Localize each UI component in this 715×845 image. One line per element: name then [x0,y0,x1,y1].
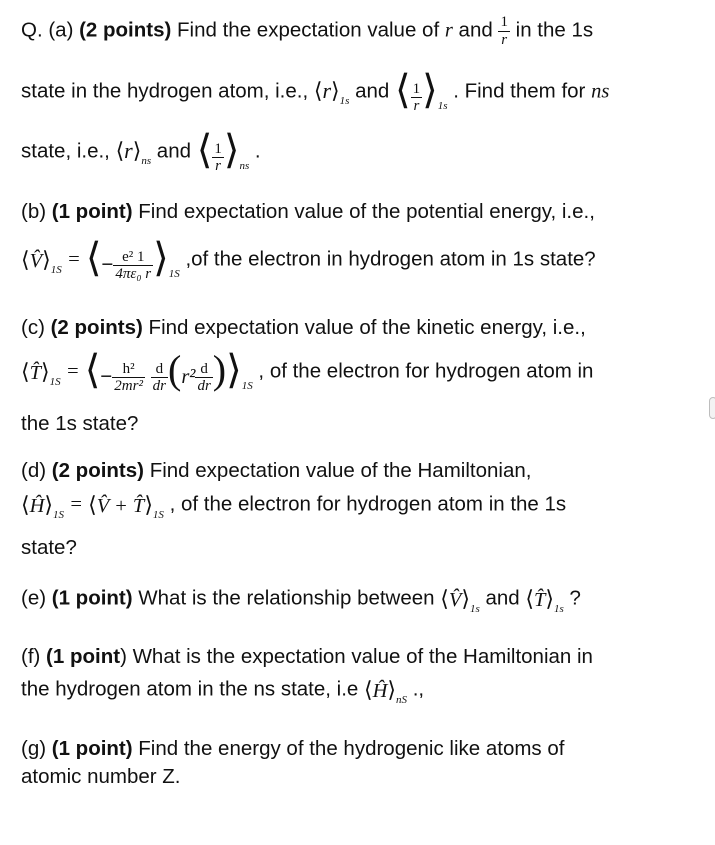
q-f-points: (1 point [46,645,121,668]
frac-num: h² [112,361,145,379]
sub-1s: 1s [469,603,480,615]
question-f-line2 [21,677,425,706]
q-d-lead: (d) [21,459,52,482]
r-symbol: r [444,19,453,42]
q-f-text: ) What is the expectation value of the Hamiltonian in [120,645,593,668]
q-a-points: (2 points) [79,18,172,42]
frac-den: r [413,98,420,115]
equals: = [64,493,89,516]
question-d-line3 [21,536,77,560]
frac-num: 1 [500,14,508,30]
expect-t-1s-e: $⟨T̂⟩_{1s}$ [525,586,564,615]
r-symbol: r [322,77,332,103]
frac-num: e² 1 [113,249,153,267]
q-f-lead: (f) [21,645,47,668]
d-num: d [151,361,168,379]
sub-1s: 1S [50,264,62,277]
question-d-line1 [21,459,531,483]
sub-1s: 1s [437,100,448,112]
q-a-line2-tail: . Find them for [447,79,592,103]
expect-v-1s-e: $⟨V̂⟩_{1s}$ [440,586,480,615]
q-c-lead: (c) [21,316,51,339]
frac-num: 1 [214,140,222,157]
q-b-tail: ,of the electron in hydrogen atom in 1s state? [179,247,596,271]
q-b-points: (1 point) [51,200,133,223]
expect-v-1s: $⟨V̂⟩_{1S}$ [21,247,62,277]
frac-den: 2mr² [114,378,143,395]
frac-den: r [215,158,221,175]
q-c-points: (2 points) [50,316,143,339]
question-a-line3 [21,127,261,175]
question-b-line1 [21,200,595,224]
q-c-tail: , of the electron for hydrogen atom in [252,359,594,383]
potential-expression: ⟨− $\frac{\text{e² 1}}{\text{4πε₀ r}}$ $⟩_{1S}$ [85,235,180,283]
q-a-text: Find the expectation value of [171,18,445,42]
sub-1s: 1S [49,376,61,389]
q-a-lead: Q. (a) [21,18,80,42]
q-d-points: (2 points) [51,459,144,482]
ns-symbol: ns [591,80,610,103]
q-f-tail: ., [407,677,425,701]
expect-r-1s: $⟨r⟩_{1s}$ [313,77,350,107]
sub-ns: nS [396,694,408,706]
q-e-points: (1 point) [51,586,133,610]
q-e-text: What is the relationship between [132,586,441,610]
expect-v-plus-t: ⟨V̂ + $T̂⟩_{1S}$ [88,492,164,521]
q-a-and2: and [349,79,396,103]
expect-inv-r-ns: ⟨ $\frac{1}{r}$ $⟩_{ns}$ [196,127,250,175]
q-a-line2-lead: state in the hydrogen atom, i.e., [21,79,314,103]
question-d-line2 [21,492,567,521]
q-a-and3: and [151,139,197,163]
expect-h-1s: $⟨Ĥ⟩_{1S}$ [21,492,64,521]
q-g-points: (1 point) [51,737,133,760]
question-f-line1 [21,645,593,669]
q-d-line3: state? [21,536,77,559]
q-f-line2: the hydrogen atom in the ns state, i.e [21,677,365,701]
q-a-line3-tail: . [249,139,261,163]
sub-1s: 1s [339,94,350,107]
sub-1s: 1S [168,268,180,280]
q-b-text: Find expectation value of the potential energy, i.e., [132,200,595,223]
question-g-line2 [21,765,181,789]
q-a-line3-lead: state, i.e., [21,139,116,163]
expect-h-ns: $⟨Ĥ⟩_{nS}$ [364,677,408,706]
one-over-r [498,14,510,48]
q-a-tail: in the 1s [509,18,594,42]
r-squared: r² [181,366,196,388]
q-a-and: and [452,18,499,42]
frac-den: r [501,31,508,48]
question-e-line1 [21,586,581,615]
question-a-line2 [21,67,610,115]
q-d-text: Find expectation value of the Hamiltonian, [144,459,532,482]
q-e-lead: (e) [21,586,52,610]
q-c-text: Find expectation value of the kinetic energy, i.e., [142,316,586,339]
scroll-handle[interactable] [709,397,715,419]
q-e-and: and [479,586,526,610]
question-c-line1 [21,316,586,340]
q-g-text: Find the energy of the hydrogenic like atoms of [132,737,565,760]
equals: = [60,360,85,383]
question-g-line1 [21,737,564,761]
expect-inv-r-1s: ⟨ $\frac{1}{r}$ $⟩_{1s}$ [395,67,448,115]
question-a-line1 [21,14,593,48]
expect-t-1s: $⟨T̂⟩_{1S}$ [21,359,61,389]
r-symbol: r [124,137,133,163]
question-c-line3 [21,412,138,436]
question-b-line2 [21,235,596,283]
d-den: dr [197,378,211,395]
sub-ns: ns [141,154,152,167]
sub-1s: 1S [241,380,253,392]
question-c-line2 [21,347,594,395]
expect-r-ns: $⟨r⟩_{ns}$ [115,137,152,167]
q-g-line2: atomic number Z. [21,765,181,788]
q-b-lead: (b) [21,200,52,223]
sub-ns: ns [239,160,250,172]
q-d-tail: , of the electron for hydrogen atom in the 1s [163,492,567,516]
kinetic-expression: ⟨− $\frac{\text{h²}}{\text{2mr²}}$ $\frac{d}{dr}$ (r² $\frac{d}{dr}$ )$⟩_{1S}$ [84,347,253,395]
sub-1s: 1s [553,603,564,615]
q-g-lead: (g) [21,737,52,760]
q-e-tail: ? [563,586,581,610]
sub-1s: 1S [53,509,64,521]
d-num: d [195,361,212,379]
equals: = [61,248,86,271]
sub-1s: 1S [152,509,164,521]
d-den: dr [152,378,166,395]
frac-den: 4πε₀ r [115,266,152,283]
q-c-line3: the 1s state? [21,412,139,435]
frac-num: 1 [412,80,421,97]
